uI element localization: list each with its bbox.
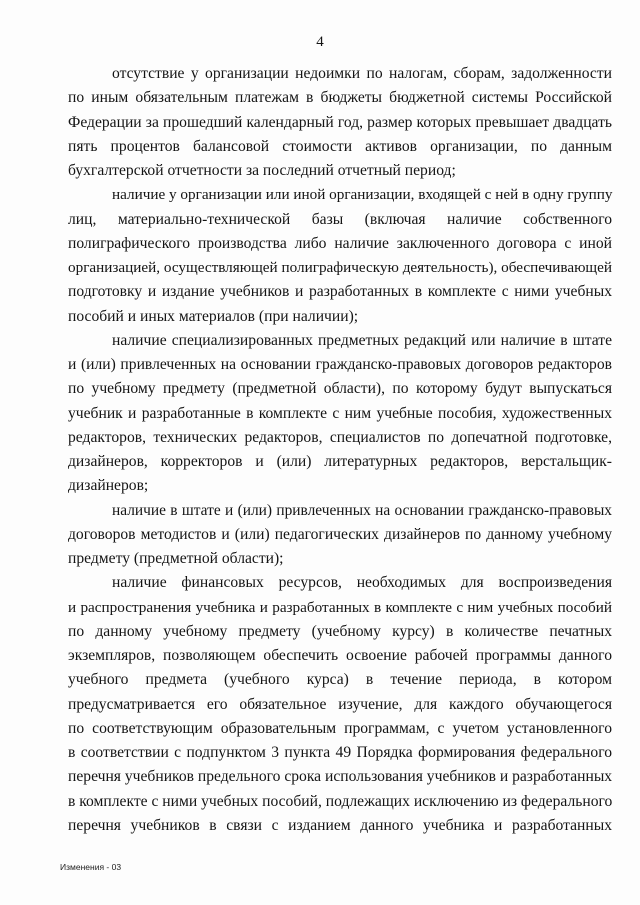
- text-line: лиц, материально-технической базы (включая наличие собственного: [68, 210, 612, 228]
- text-line: бухгалтерской отчетности за последний отчетный период;: [68, 162, 456, 179]
- text-line: дизайнеров, корректоров и (или) литературных редакторов, верстальщик-: [68, 453, 612, 470]
- text-line: по данному учебному предмету (учебному курсу) в количестве печатных: [68, 622, 612, 640]
- text-line: и распространения учебника и разработанных в комплекте с ним учебных пособий: [68, 598, 612, 616]
- body-text: [68, 62, 612, 838]
- text-line: предусматривается его обязательное изучение, для каждого обучающегося: [68, 695, 612, 713]
- text-line: перечня учебников предельного срока использования учебников и разработанных: [68, 768, 613, 786]
- text-line: Федерации за прошедший календарный год, размер которых превышает двадцать: [68, 113, 612, 131]
- text-line: в комплекте с ними учебных пособий, подлежащих исключению из федерального: [68, 792, 613, 810]
- text-line: организацией, осуществляющей полиграфическую деятельность), обеспечивающей: [68, 259, 612, 276]
- text-line: договоров методистов и (или) педагогических дизайнеров по данному учебному: [68, 525, 612, 543]
- text-line: пособий и иных материалов (при наличии);: [68, 307, 359, 325]
- text-line: наличие у организации или иной организации, входящей с ней в одну группу: [112, 186, 613, 204]
- text-line: дизайнеров;: [68, 477, 149, 495]
- text-line: экземпляров, позволяющем обеспечить освоение рабочей программы данного: [68, 647, 612, 664]
- text-line: полиграфического производства либо наличие заключенного договора с иной: [68, 234, 612, 252]
- page-number: 4: [316, 34, 324, 50]
- text-line: учебного предмета (учебного курса) в течение периода, в котором: [68, 671, 612, 689]
- text-line: перечня учебников в связи с изданием данного учебника и разработанных: [68, 816, 612, 834]
- text-line: по учебному предмету (предметной области), по которому будут выпускаться: [68, 380, 612, 398]
- footer-note: Изменения - 03: [60, 862, 122, 872]
- text-line: редакторов, технических редакторов, специалистов по допечатной подготовке,: [68, 428, 612, 446]
- text-line: подготовку и издание учебников и разработанных в комплекте с ними учебных: [68, 283, 612, 301]
- text-line: по соответствующим образовательным программам, с учетом установленного: [68, 719, 612, 737]
- text-line: учебник и разработанные в комплекте с ним учебные пособия, художественных: [68, 404, 612, 422]
- text-line: отсутствие у организации недоимки по налогам, сборам, задолженности: [112, 65, 612, 82]
- text-line: наличие специализированных предметных редакций или наличие в штате: [112, 331, 612, 349]
- text-line: наличие финансовых ресурсов, необходимых для воспроизведения: [112, 574, 612, 592]
- text-line: по иным обязательным платежам в бюджеты бюджетной системы Российской: [68, 89, 612, 107]
- text-line: пять процентов балансовой стоимости активов организации, по данным: [68, 137, 612, 155]
- text-line: в соответствии с подпунктом 3 пункта 49 Порядка формирования федерального: [68, 744, 612, 761]
- text-line: наличие в штате и (или) привлеченных на основании гражданско-правовых: [112, 501, 612, 519]
- text-line: и (или) привлеченных на основании гражданско-правовых договоров редакторов: [68, 356, 612, 373]
- text-line: предмету (предметной области);: [68, 550, 284, 567]
